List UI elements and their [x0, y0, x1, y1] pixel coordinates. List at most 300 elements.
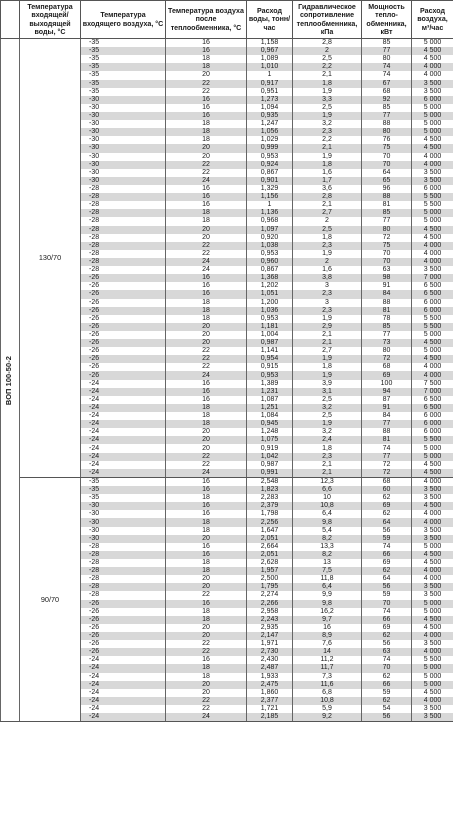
air-flow-cell: 3 500: [412, 591, 453, 599]
power-cell: 84: [362, 412, 412, 420]
air-flow-cell: 5 000: [412, 453, 453, 461]
air-flow-cell: 4 000: [412, 575, 453, 583]
air-flow-cell: 4 500: [412, 559, 453, 567]
inlet-air-temp-cell: -30: [81, 120, 166, 128]
outlet-air-temp-cell: 24: [166, 266, 247, 274]
water-flow-cell: 2,051: [247, 551, 293, 559]
hydraulic-resistance-cell: 9,9: [293, 591, 362, 599]
air-flow-cell: 5 500: [412, 315, 453, 323]
power-cell: 62: [362, 494, 412, 502]
inlet-air-temp-cell: -28: [81, 583, 166, 591]
inlet-air-temp-cell: -35: [81, 71, 166, 79]
outlet-air-temp-cell: 16: [166, 274, 247, 282]
power-cell: 91: [362, 404, 412, 412]
power-cell: 94: [362, 388, 412, 396]
inlet-air-temp-cell: -30: [81, 144, 166, 152]
air-flow-cell: 4 000: [412, 648, 453, 656]
power-cell: 65: [362, 177, 412, 185]
hydraulic-resistance-cell: 2,9: [293, 323, 362, 331]
inlet-air-temp-cell: -26: [81, 290, 166, 298]
header-air-flow: Расход воздуха, м³/час: [412, 1, 453, 39]
inlet-air-temp-cell: -30: [81, 161, 166, 169]
water-flow-cell: 0,987: [247, 461, 293, 469]
hydraulic-resistance-cell: 14: [293, 648, 362, 656]
water-flow-cell: 1,036: [247, 307, 293, 315]
power-cell: 56: [362, 583, 412, 591]
hydraulic-resistance-cell: 13,3: [293, 543, 362, 551]
water-flow-cell: 1,248: [247, 428, 293, 436]
outlet-air-temp-cell: 22: [166, 705, 247, 713]
power-cell: 66: [362, 551, 412, 559]
hydraulic-resistance-cell: 3,1: [293, 388, 362, 396]
hydraulic-resistance-cell: 2,3: [293, 290, 362, 298]
inlet-air-temp-cell: -30: [81, 136, 166, 144]
power-cell: 74: [362, 608, 412, 616]
water-flow-cell: 1,389: [247, 380, 293, 388]
outlet-air-temp-cell: 16: [166, 486, 247, 494]
power-cell: 74: [362, 543, 412, 551]
hydraulic-resistance-cell: 8,2: [293, 535, 362, 543]
hydraulic-resistance-cell: 1,9: [293, 371, 362, 379]
inlet-air-temp-cell: -24: [81, 697, 166, 705]
outlet-air-temp-cell: 16: [166, 47, 247, 55]
water-flow-cell: 2,475: [247, 681, 293, 689]
outlet-air-temp-cell: 18: [166, 567, 247, 575]
water-flow-cell: 1,181: [247, 323, 293, 331]
outlet-air-temp-cell: 24: [166, 177, 247, 185]
air-flow-cell: 4 000: [412, 242, 453, 250]
inlet-air-temp-cell: -28: [81, 543, 166, 551]
power-cell: 84: [362, 290, 412, 298]
hydraulic-resistance-cell: 1,8: [293, 80, 362, 88]
inlet-air-temp-cell: -28: [81, 551, 166, 559]
outlet-air-temp-cell: 22: [166, 80, 247, 88]
hydraulic-resistance-cell: 3: [293, 299, 362, 307]
water-flow-cell: 2,628: [247, 559, 293, 567]
inlet-air-temp-cell: -26: [81, 648, 166, 656]
water-flow-cell: 2,283: [247, 494, 293, 502]
water-flow-cell: 0,953: [247, 153, 293, 161]
air-flow-cell: 4 000: [412, 363, 453, 371]
hydraulic-resistance-cell: 1,9: [293, 315, 362, 323]
power-cell: 64: [362, 169, 412, 177]
hydraulic-resistance-cell: 2,1: [293, 331, 362, 339]
inlet-air-temp-cell: -35: [81, 80, 166, 88]
header-row: [1, 1, 453, 39]
water-flow-cell: 1: [247, 71, 293, 79]
inlet-air-temp-cell: -30: [81, 177, 166, 185]
outlet-air-temp-cell: 18: [166, 55, 247, 63]
power-cell: 69: [362, 502, 412, 510]
water-flow-cell: 0,968: [247, 217, 293, 225]
hydraulic-resistance-cell: 5,4: [293, 527, 362, 535]
air-flow-cell: 6 000: [412, 299, 453, 307]
inlet-air-temp-cell: -28: [81, 559, 166, 567]
water-flow-cell: 1: [247, 201, 293, 209]
air-flow-cell: 5 500: [412, 193, 453, 201]
outlet-air-temp-cell: 22: [166, 347, 247, 355]
power-cell: 74: [362, 444, 412, 452]
outlet-air-temp-cell: 18: [166, 518, 247, 526]
hydraulic-resistance-cell: 2,2: [293, 136, 362, 144]
air-flow-cell: 3 500: [412, 535, 453, 543]
power-cell: 70: [362, 600, 412, 608]
water-flow-cell: 1,010: [247, 63, 293, 71]
air-flow-cell: 5 000: [412, 444, 453, 452]
water-flow-cell: 0,953: [247, 250, 293, 258]
water-flow-cell: 1,038: [247, 242, 293, 250]
inlet-air-temp-cell: -24: [81, 705, 166, 713]
water-flow-cell: 1,087: [247, 396, 293, 404]
air-flow-cell: 4 000: [412, 632, 453, 640]
inlet-air-temp-cell: -24: [81, 689, 166, 697]
hydraulic-resistance-cell: 2,5: [293, 226, 362, 234]
water-flow-cell: 2,379: [247, 502, 293, 510]
inlet-air-temp-cell: -26: [81, 363, 166, 371]
power-cell: 72: [362, 461, 412, 469]
outlet-air-temp-cell: 18: [166, 664, 247, 672]
water-flow-cell: 1,231: [247, 388, 293, 396]
air-flow-cell: 6 000: [412, 428, 453, 436]
power-cell: 77: [362, 453, 412, 461]
hydraulic-resistance-cell: 11,7: [293, 664, 362, 672]
outlet-air-temp-cell: 22: [166, 242, 247, 250]
hydraulic-resistance-cell: 2,8: [293, 193, 362, 201]
water-flow-cell: 1,202: [247, 282, 293, 290]
water-flow-cell: 1,798: [247, 510, 293, 518]
outlet-air-temp-cell: 20: [166, 339, 247, 347]
outlet-air-temp-cell: 16: [166, 510, 247, 518]
air-flow-cell: 4 000: [412, 258, 453, 266]
hydraulic-resistance-cell: 2,8: [293, 39, 362, 48]
water-flow-cell: 1,029: [247, 136, 293, 144]
outlet-air-temp-cell: 16: [166, 600, 247, 608]
power-cell: 62: [362, 567, 412, 575]
air-flow-cell: 6 000: [412, 307, 453, 315]
outlet-air-temp-cell: 16: [166, 502, 247, 510]
model-label: ВОП 100-50-2: [4, 355, 13, 405]
outlet-air-temp-cell: 24: [166, 469, 247, 478]
inlet-air-temp-cell: -24: [81, 713, 166, 722]
power-cell: 77: [362, 420, 412, 428]
air-flow-cell: 3 500: [412, 705, 453, 713]
hydraulic-resistance-cell: 11,8: [293, 575, 362, 583]
inlet-air-temp-cell: -30: [81, 502, 166, 510]
water-flow-cell: 2,147: [247, 632, 293, 640]
air-flow-cell: 4 500: [412, 234, 453, 242]
water-temp-group-cell: 130/70: [20, 39, 81, 478]
water-flow-cell: 1,042: [247, 453, 293, 461]
inlet-air-temp-cell: -24: [81, 664, 166, 672]
hydraulic-resistance-cell: 11,2: [293, 656, 362, 664]
power-cell: 68: [362, 363, 412, 371]
inlet-air-temp-cell: -28: [81, 209, 166, 217]
inlet-air-temp-cell: -24: [81, 461, 166, 469]
power-cell: 88: [362, 299, 412, 307]
air-flow-cell: 7 500: [412, 380, 453, 388]
water-flow-cell: 0,999: [247, 144, 293, 152]
power-cell: 85: [362, 323, 412, 331]
water-flow-cell: 1,094: [247, 104, 293, 112]
water-flow-cell: 2,935: [247, 624, 293, 632]
outlet-air-temp-cell: 18: [166, 315, 247, 323]
water-flow-cell: 1,273: [247, 96, 293, 104]
inlet-air-temp-cell: -28: [81, 193, 166, 201]
air-flow-cell: 4 500: [412, 461, 453, 469]
air-flow-cell: 5 000: [412, 681, 453, 689]
air-flow-cell: 3 500: [412, 169, 453, 177]
outlet-air-temp-cell: 20: [166, 323, 247, 331]
power-cell: 81: [362, 307, 412, 315]
air-flow-cell: 3 500: [412, 640, 453, 648]
power-cell: 75: [362, 242, 412, 250]
air-flow-cell: 5 500: [412, 436, 453, 444]
power-cell: 100: [362, 380, 412, 388]
outlet-air-temp-cell: 18: [166, 63, 247, 71]
power-cell: 56: [362, 713, 412, 722]
inlet-air-temp-cell: -24: [81, 396, 166, 404]
power-cell: 81: [362, 201, 412, 209]
air-flow-cell: 3 500: [412, 88, 453, 96]
outlet-air-temp-cell: 20: [166, 624, 247, 632]
power-cell: 54: [362, 705, 412, 713]
air-flow-cell: 4 000: [412, 250, 453, 258]
outlet-air-temp-cell: 16: [166, 39, 247, 48]
air-flow-cell: 6 000: [412, 420, 453, 428]
water-flow-cell: 2,256: [247, 518, 293, 526]
water-flow-cell: 0,867: [247, 266, 293, 274]
hydraulic-resistance-cell: 2,7: [293, 347, 362, 355]
inlet-air-temp-cell: -28: [81, 226, 166, 234]
inlet-air-temp-cell: -26: [81, 347, 166, 355]
water-flow-cell: 0,991: [247, 469, 293, 478]
power-cell: 74: [362, 656, 412, 664]
power-cell: 63: [362, 266, 412, 274]
air-flow-cell: 6 000: [412, 412, 453, 420]
power-cell: 56: [362, 640, 412, 648]
power-cell: 77: [362, 47, 412, 55]
water-flow-cell: 2,958: [247, 608, 293, 616]
inlet-air-temp-cell: -30: [81, 169, 166, 177]
hydraulic-resistance-cell: 8,9: [293, 632, 362, 640]
power-cell: 80: [362, 347, 412, 355]
hydraulic-resistance-cell: 1,9: [293, 355, 362, 363]
water-flow-cell: 1,097: [247, 226, 293, 234]
inlet-air-temp-cell: -24: [81, 681, 166, 689]
power-cell: 73: [362, 339, 412, 347]
hydraulic-resistance-cell: 3,3: [293, 96, 362, 104]
inlet-air-temp-cell: -26: [81, 339, 166, 347]
hydraulic-resistance-cell: 2,5: [293, 412, 362, 420]
water-flow-cell: 1,971: [247, 640, 293, 648]
outlet-air-temp-cell: 18: [166, 559, 247, 567]
water-flow-cell: 2,377: [247, 697, 293, 705]
air-flow-cell: 4 500: [412, 502, 453, 510]
power-cell: 69: [362, 624, 412, 632]
power-cell: 62: [362, 510, 412, 518]
inlet-air-temp-cell: -26: [81, 632, 166, 640]
water-flow-cell: 1,200: [247, 299, 293, 307]
water-flow-cell: 2,266: [247, 600, 293, 608]
power-cell: 72: [362, 469, 412, 478]
outlet-air-temp-cell: 16: [166, 380, 247, 388]
power-cell: 70: [362, 664, 412, 672]
air-flow-cell: 5 000: [412, 331, 453, 339]
inlet-air-temp-cell: -24: [81, 380, 166, 388]
power-cell: 78: [362, 315, 412, 323]
inlet-air-temp-cell: -30: [81, 112, 166, 120]
outlet-air-temp-cell: 18: [166, 404, 247, 412]
outlet-air-temp-cell: 18: [166, 616, 247, 624]
air-flow-cell: 4 000: [412, 518, 453, 526]
outlet-air-temp-cell: 18: [166, 136, 247, 144]
outlet-air-temp-cell: 20: [166, 144, 247, 152]
outlet-air-temp-cell: 20: [166, 331, 247, 339]
power-cell: 59: [362, 535, 412, 543]
water-flow-cell: 1,089: [247, 55, 293, 63]
power-cell: 81: [362, 436, 412, 444]
hydraulic-resistance-cell: 7,6: [293, 640, 362, 648]
header-water-flow: Расход воды, тонн/час: [247, 1, 293, 39]
power-cell: 69: [362, 371, 412, 379]
outlet-air-temp-cell: 16: [166, 282, 247, 290]
power-cell: 70: [362, 161, 412, 169]
air-flow-cell: 4 500: [412, 616, 453, 624]
hydraulic-resistance-cell: 3,2: [293, 428, 362, 436]
power-cell: 70: [362, 250, 412, 258]
power-cell: 77: [362, 112, 412, 120]
water-flow-cell: 1,860: [247, 689, 293, 697]
power-cell: 92: [362, 96, 412, 104]
inlet-air-temp-cell: -35: [81, 486, 166, 494]
hydraulic-resistance-cell: 16,2: [293, 608, 362, 616]
air-flow-cell: 6 500: [412, 404, 453, 412]
air-flow-cell: 3 500: [412, 80, 453, 88]
water-flow-cell: 1,056: [247, 128, 293, 136]
power-cell: 80: [362, 226, 412, 234]
air-flow-cell: 5 000: [412, 120, 453, 128]
water-flow-cell: 1,247: [247, 120, 293, 128]
hydraulic-resistance-cell: 13: [293, 559, 362, 567]
header-water-temp: Температура входящей/ выходящей воды, °С: [20, 1, 81, 39]
power-cell: 56: [362, 527, 412, 535]
inlet-air-temp-cell: -28: [81, 185, 166, 193]
outlet-air-temp-cell: 16: [166, 201, 247, 209]
power-cell: 87: [362, 396, 412, 404]
outlet-air-temp-cell: 22: [166, 161, 247, 169]
hydraulic-resistance-cell: 2,5: [293, 55, 362, 63]
inlet-air-temp-cell: -26: [81, 616, 166, 624]
inlet-air-temp-cell: -28: [81, 201, 166, 209]
air-flow-cell: 4 500: [412, 144, 453, 152]
header-model: [1, 1, 20, 39]
water-flow-cell: 2,185: [247, 713, 293, 722]
inlet-air-temp-cell: -28: [81, 567, 166, 575]
outlet-air-temp-cell: 16: [166, 477, 247, 486]
hydraulic-resistance-cell: 1,6: [293, 266, 362, 274]
inlet-air-temp-cell: -26: [81, 608, 166, 616]
hydraulic-resistance-cell: 1,8: [293, 161, 362, 169]
outlet-air-temp-cell: 24: [166, 371, 247, 379]
air-flow-cell: 4 500: [412, 469, 453, 478]
water-flow-cell: 1,329: [247, 185, 293, 193]
hydraulic-resistance-cell: 2,1: [293, 339, 362, 347]
water-flow-cell: 0,935: [247, 112, 293, 120]
hydraulic-resistance-cell: 3,9: [293, 380, 362, 388]
power-cell: 68: [362, 477, 412, 486]
water-flow-cell: 1,721: [247, 705, 293, 713]
power-cell: 68: [362, 88, 412, 96]
air-flow-cell: 4 000: [412, 567, 453, 575]
inlet-air-temp-cell: -30: [81, 527, 166, 535]
water-flow-cell: 1,368: [247, 274, 293, 282]
power-cell: 67: [362, 80, 412, 88]
air-flow-cell: 6 500: [412, 396, 453, 404]
outlet-air-temp-cell: 22: [166, 363, 247, 371]
power-cell: 62: [362, 697, 412, 705]
inlet-air-temp-cell: -24: [81, 469, 166, 478]
air-flow-cell: 5 000: [412, 112, 453, 120]
hydraulic-resistance-cell: 8,2: [293, 551, 362, 559]
inlet-air-temp-cell: -26: [81, 600, 166, 608]
water-flow-cell: 1,957: [247, 567, 293, 575]
power-cell: 69: [362, 559, 412, 567]
power-cell: 85: [362, 209, 412, 217]
outlet-air-temp-cell: 16: [166, 96, 247, 104]
outlet-air-temp-cell: 16: [166, 388, 247, 396]
outlet-air-temp-cell: 16: [166, 551, 247, 559]
outlet-air-temp-cell: 20: [166, 71, 247, 79]
inlet-air-temp-cell: -26: [81, 274, 166, 282]
power-cell: 88: [362, 428, 412, 436]
hydraulic-resistance-cell: 2,3: [293, 242, 362, 250]
air-flow-cell: 4 500: [412, 47, 453, 55]
outlet-air-temp-cell: 22: [166, 355, 247, 363]
water-flow-cell: 0,945: [247, 420, 293, 428]
outlet-air-temp-cell: 18: [166, 412, 247, 420]
water-flow-cell: 1,136: [247, 209, 293, 217]
hydraulic-resistance-cell: 1,8: [293, 234, 362, 242]
outlet-air-temp-cell: 24: [166, 713, 247, 722]
outlet-air-temp-cell: 20: [166, 681, 247, 689]
outlet-air-temp-cell: 20: [166, 575, 247, 583]
hydraulic-resistance-cell: 9,7: [293, 616, 362, 624]
air-flow-cell: 4 000: [412, 371, 453, 379]
air-flow-cell: 7 000: [412, 274, 453, 282]
air-flow-cell: 5 500: [412, 201, 453, 209]
outlet-air-temp-cell: 20: [166, 428, 247, 436]
air-flow-cell: 4 500: [412, 136, 453, 144]
water-flow-cell: 2,274: [247, 591, 293, 599]
inlet-air-temp-cell: -30: [81, 96, 166, 104]
air-flow-cell: 5 500: [412, 656, 453, 664]
air-flow-cell: 5 000: [412, 39, 453, 48]
hydraulic-resistance-cell: 1,6: [293, 169, 362, 177]
air-flow-cell: 4 500: [412, 551, 453, 559]
air-flow-cell: 5 000: [412, 209, 453, 217]
outlet-air-temp-cell: 22: [166, 250, 247, 258]
hydraulic-resistance-cell: 3,6: [293, 185, 362, 193]
outlet-air-temp-cell: 20: [166, 436, 247, 444]
outlet-air-temp-cell: 22: [166, 88, 247, 96]
power-cell: 75: [362, 144, 412, 152]
outlet-air-temp-cell: 16: [166, 656, 247, 664]
hydraulic-resistance-cell: 7,3: [293, 673, 362, 681]
power-cell: 76: [362, 136, 412, 144]
outlet-air-temp-cell: 22: [166, 591, 247, 599]
hydraulic-resistance-cell: 7,5: [293, 567, 362, 575]
inlet-air-temp-cell: -30: [81, 518, 166, 526]
